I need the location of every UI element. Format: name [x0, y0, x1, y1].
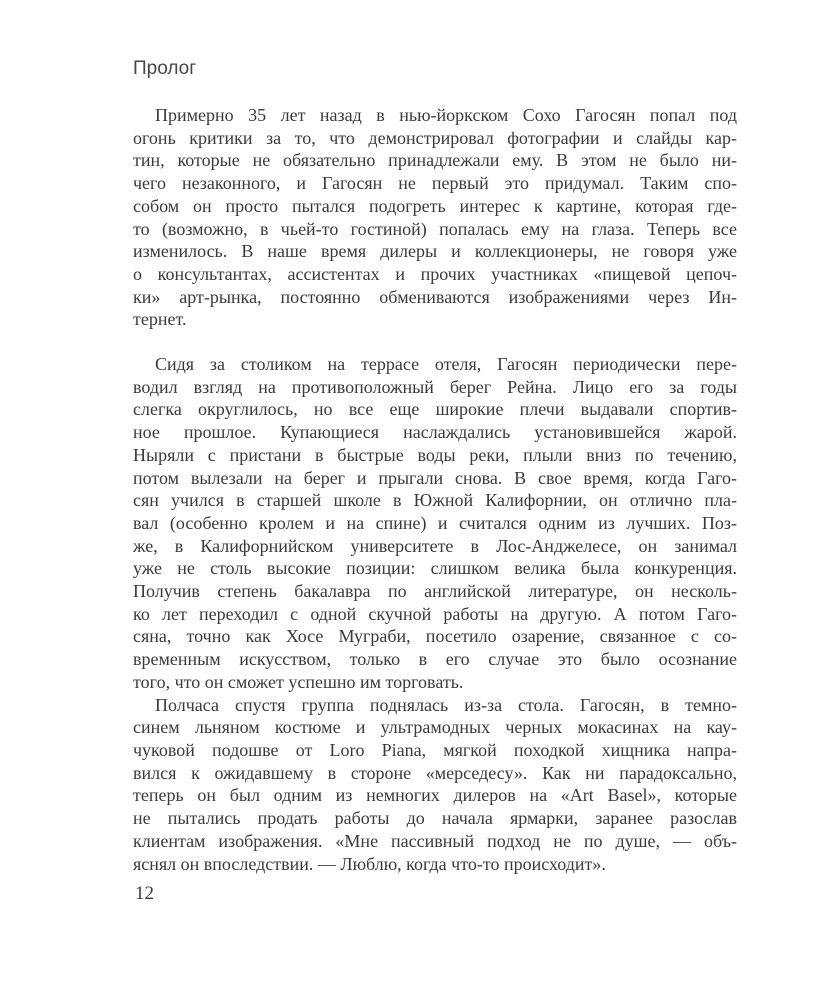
- text-line: вился к ожидавшему в стороне «мерседесу». Как ни парадоксально,: [133, 762, 737, 783]
- text-line: не пытались продать работы до начала ярмарки, заранее разослав: [133, 808, 737, 829]
- text-line: чуковой подошве от Loro Piana, мягкой походкой хищника напра-: [133, 739, 737, 760]
- text-line: огонь критики за то, что демонстрировал фотографии и слайды кар-: [133, 127, 737, 148]
- text-line: ное прошлое. Купающиеся наслаждались установившейся жарой.: [133, 422, 737, 443]
- text-line: изменилось. В наше время дилеры и коллекционеры, не говоря уже: [133, 241, 737, 262]
- text-line: слегка округлилось, но все еще широкие плечи выдавали спортив-: [133, 399, 737, 420]
- text-line: же, в Калифорнийском университете в Лос-Анджелесе, он занимал: [133, 535, 737, 556]
- page-number: 12: [135, 883, 154, 904]
- text-line: то (возможно, в чьей-то гостиной) попалась ему на глаза. Теперь все: [133, 218, 737, 239]
- running-header: Пролог: [133, 58, 197, 79]
- text-line: уже не столь высокие позиции: слишком велика была конкуренция.: [133, 558, 737, 579]
- text-line: о консультантах, ассистентах и прочих участниках «пищевой цепоч-: [133, 263, 737, 284]
- text-line: тин, которые не обязательно принадлежали ему. В этом не было ни-: [133, 150, 737, 171]
- text-line: Ныряли с пристани в быстрые воды реки, плыли вниз по течению,: [133, 444, 737, 465]
- text-line: водил взгляд на противоположный берег Рейна. Лицо его за годы: [133, 376, 737, 397]
- text-line: клиентам изображения. «Мне пассивный подход не по душе, — объ-: [133, 830, 737, 851]
- text-line: яснял он впоследствии. — Люблю, когда что-то происходит».: [133, 853, 606, 874]
- text-line: того, что он сможет успешно им торговать.: [133, 671, 464, 692]
- text-line: Примерно 35 лет назад в нью-йоркском Сохо Гагосян попал под: [155, 105, 737, 125]
- text-line: синем льняном костюме и ультрамодных черных мокасинах на кау-: [133, 717, 737, 738]
- text-line: ко лет переходил с одной скучной работы на другую. А потом Гаго-: [133, 603, 737, 624]
- text-line: Полчаса спустя группа поднялась из-за стола. Гагосян, в темно-: [155, 694, 737, 715]
- text-line: чего незаконного, и Гагосян не первый это придумал. Таким спо-: [133, 173, 737, 194]
- text-line: временным искусством, только в его случае это было осознание: [133, 649, 737, 670]
- text-line: Получив степень бакалавра по английской литературе, он несколь-: [133, 581, 737, 602]
- text-line: ки» арт-рынка, постоянно обмениваются изображениями через Ин-: [133, 286, 737, 307]
- text-line: вал (особенно кролем и на спине) и считался одним из лучших. Поз-: [133, 512, 737, 533]
- text-line: сян учился в старшей школе в Южной Калифорнии, он отлично пла-: [133, 490, 737, 511]
- text-line: сяна, точно как Хосе Муграби, посетило озарение, связанное с со-: [133, 626, 737, 647]
- text-line: потом вылезали на берег и прыгали снова. В свое время, когда Гаго-: [133, 467, 737, 488]
- paragraph: [133, 353, 737, 694]
- text-line: собом он просто пытался подогреть интерес к картине, которая где-: [133, 195, 737, 216]
- text-line: Сидя за столиком на террасе отеля, Гагосян периодически пере-: [155, 354, 737, 375]
- paragraph: [133, 694, 737, 876]
- paragraph: [133, 104, 737, 331]
- text-line: теперь он был одним из немногих дилеров на «Art Basel», которые: [133, 785, 737, 806]
- text-block: [133, 104, 737, 875]
- text-line: тернет.: [133, 309, 187, 330]
